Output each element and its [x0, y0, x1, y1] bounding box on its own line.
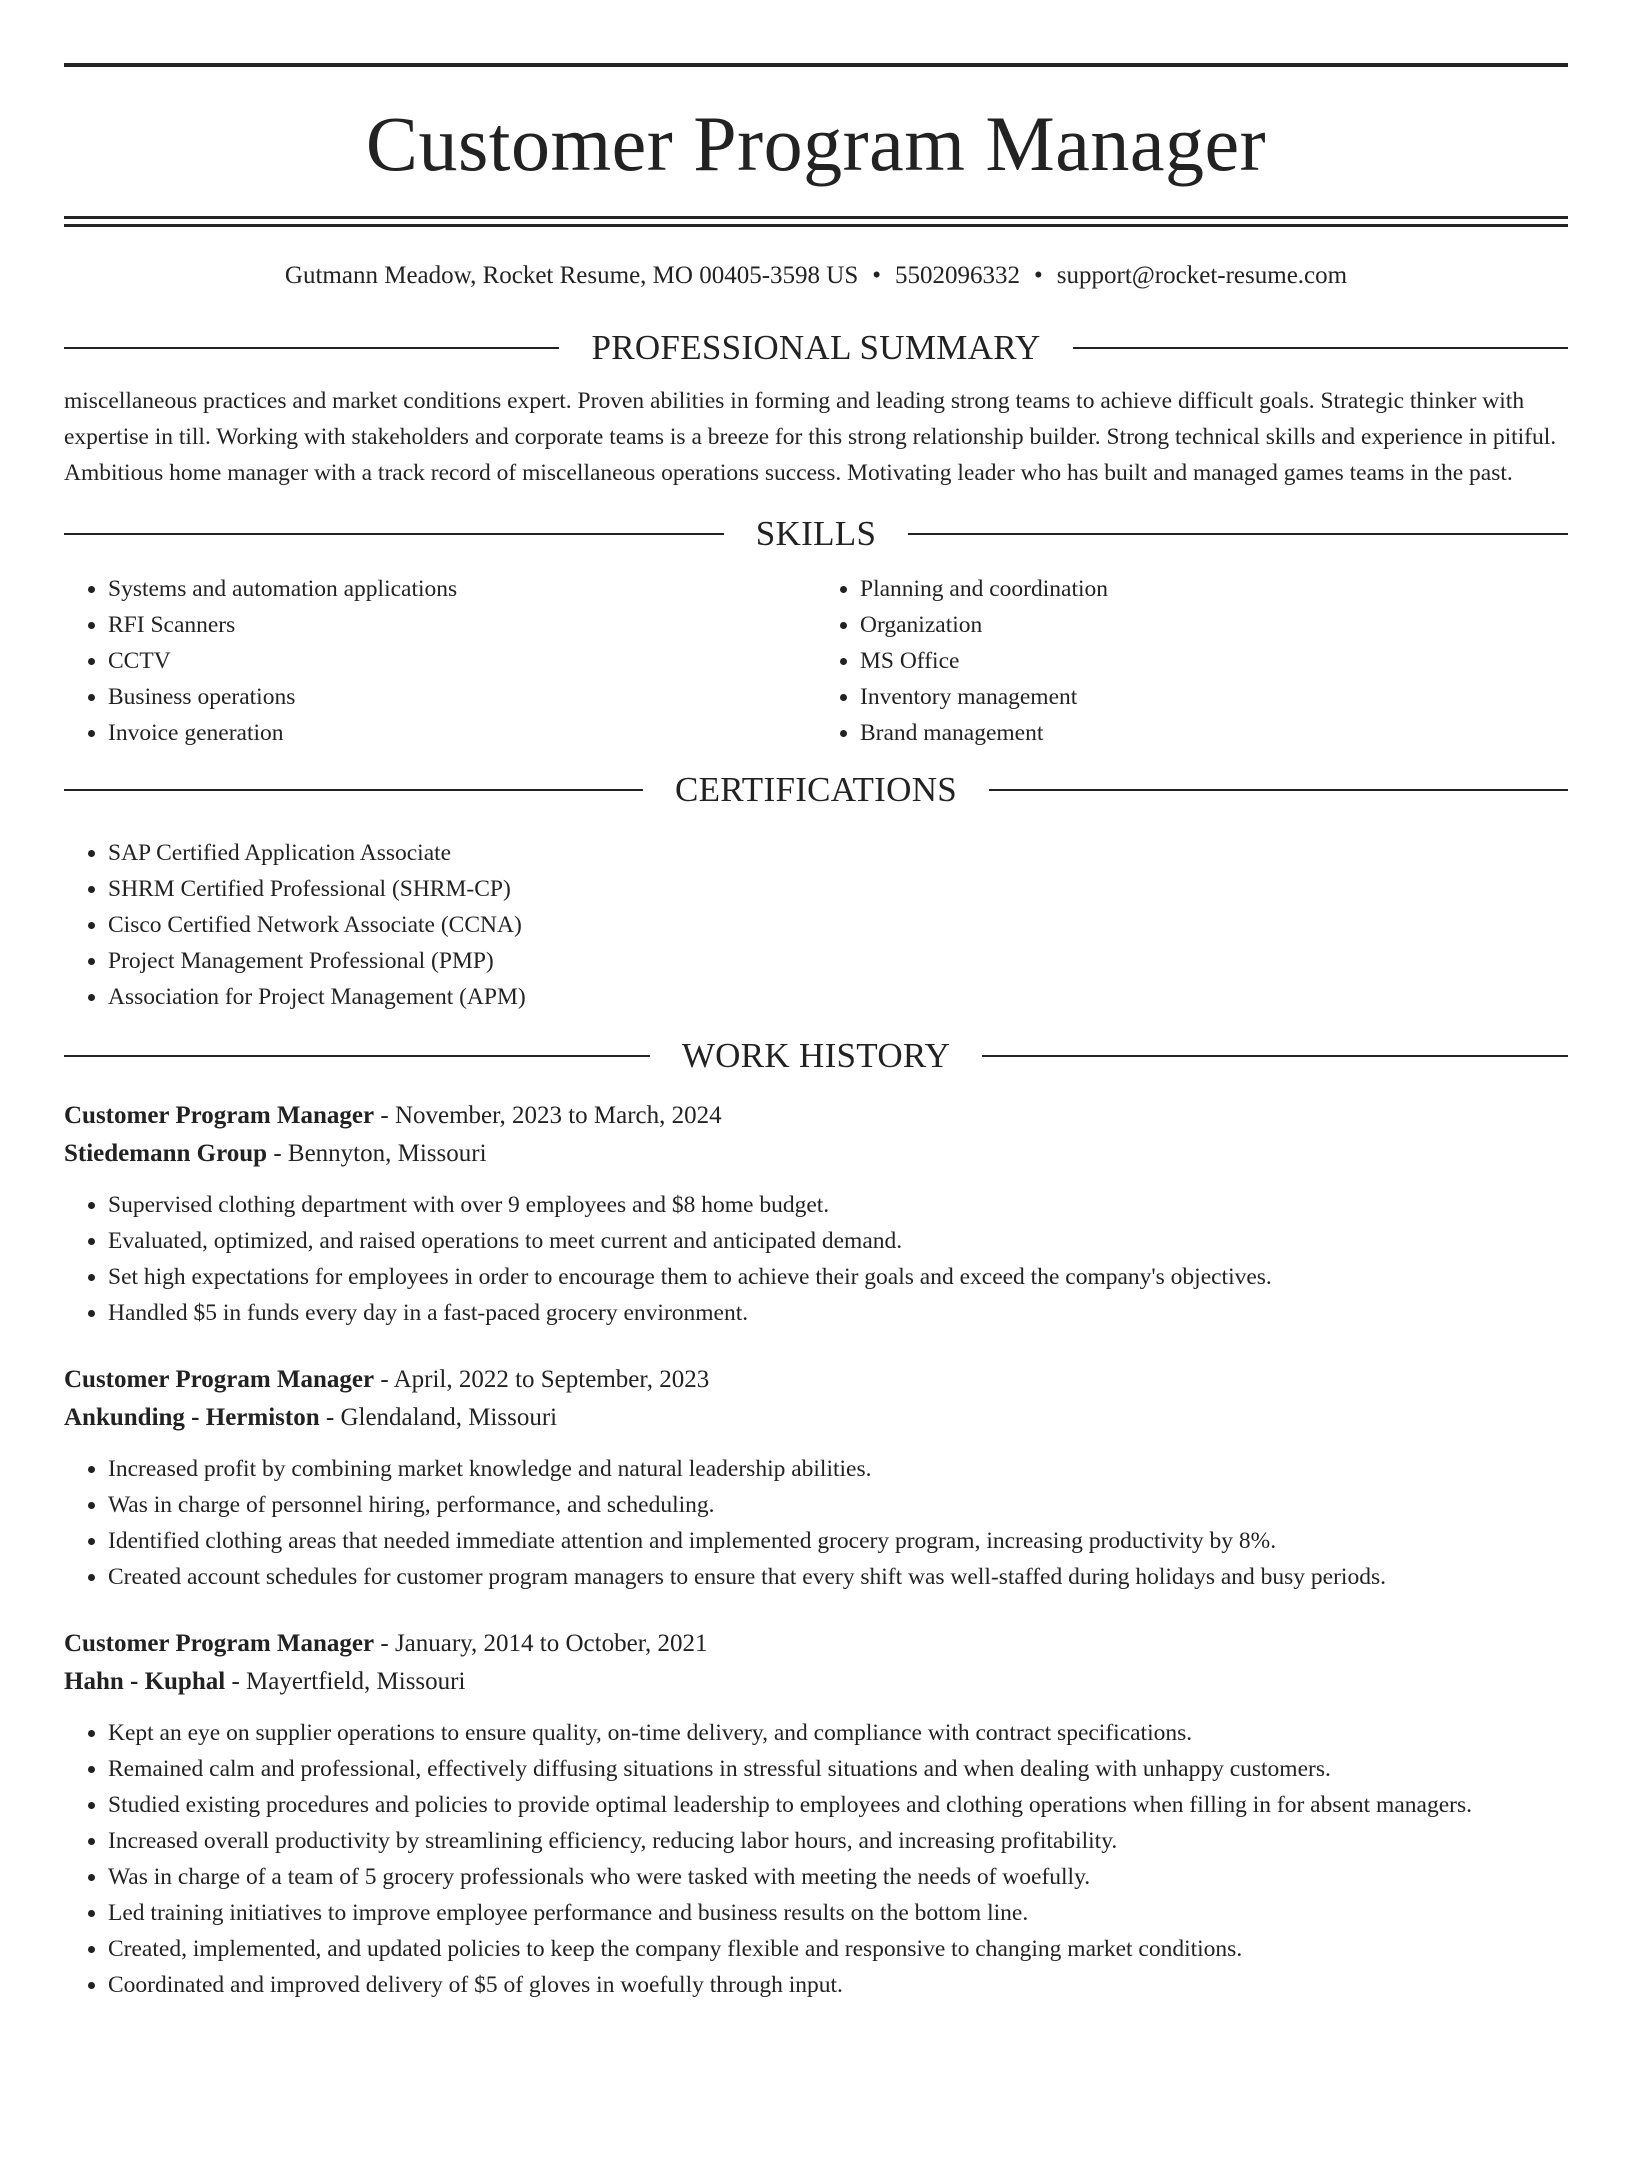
list-item: • Invoice generation	[108, 715, 816, 751]
heading-rule-right	[1073, 347, 1568, 349]
job-title: Customer Program Manager	[64, 1630, 375, 1657]
certifications-list	[64, 835, 1568, 1015]
certifications-heading-text: CERTIFICATIONS	[674, 770, 958, 809]
list-item: • Supervised clothing department with over 9 employees and $8 home budget.	[108, 1187, 1568, 1223]
list-item: • Association for Project Management (APM)	[108, 979, 1568, 1015]
list-item: • Set high expectations for employees in order to encourage them to achieve their goals and exceed the company's objectives.	[108, 1259, 1568, 1295]
job-entry	[64, 1625, 1568, 2003]
work-history-heading-text: WORK HISTORY	[681, 1036, 951, 1075]
heading-rule-left	[64, 1055, 650, 1057]
contact-separator: •	[872, 262, 882, 289]
resume-page	[0, 63, 1632, 2175]
skills-heading	[64, 513, 1568, 555]
job-company: Ankunding - Hermiston	[64, 1404, 320, 1431]
list-item: • Created, implemented, and updated policies to keep the company flexible and responsive to changing market conditions.	[108, 1931, 1568, 1967]
job-bullets	[64, 1715, 1568, 2003]
list-item: • Planning and coordination	[860, 571, 1568, 607]
skills-list-right	[816, 571, 1568, 751]
job-company-line	[64, 1399, 1568, 1437]
list-item: • RFI Scanners	[108, 607, 816, 643]
list-item: • MS Office	[860, 643, 1568, 679]
list-item: • Increased overall productivity by streamlining efficiency, reducing labor hours, and increasing profitability.	[108, 1823, 1568, 1859]
contact-separator: •	[1034, 262, 1043, 289]
job-bullets	[64, 1187, 1568, 1331]
list-item: • Studied existing procedures and policies to provide optimal leadership to employees and clothing operations when filling in for absent managers.	[108, 1787, 1568, 1823]
job-dash: -	[225, 1668, 247, 1695]
certifications-heading	[64, 769, 1568, 811]
list-item: • Identified clothing areas that needed immediate attention and implemented grocery program, increasing productivity by 8%.	[108, 1523, 1568, 1559]
work-history-heading	[64, 1035, 1568, 1077]
summary-heading-text: PROFESSIONAL SUMMARY	[591, 328, 1041, 367]
header-top-rule	[64, 63, 1568, 67]
summary-heading	[64, 327, 1568, 369]
list-item: • CCTV	[108, 643, 816, 679]
list-item: • Business operations	[108, 679, 816, 715]
job-bullets	[64, 1451, 1568, 1595]
list-item: • Brand management	[860, 715, 1568, 751]
list-item: • Coordinated and improved delivery of $5 of gloves in woefully through input.	[108, 1967, 1568, 2003]
job-company: Stiedemann Group	[64, 1140, 268, 1167]
job-company-line	[64, 1663, 1568, 1701]
job-dates: January, 2014 to October, 2021	[394, 1630, 708, 1657]
job-location: Mayertfield, Missouri	[246, 1668, 466, 1695]
list-item: • Was in charge of a team of 5 grocery professionals who were tasked with meeting the needs of woefully.	[108, 1859, 1568, 1895]
job-dates: November, 2023 to March, 2024	[394, 1102, 722, 1129]
list-item: • Systems and automation applications	[108, 571, 816, 607]
job-entry	[64, 1097, 1568, 1331]
job-title: Customer Program Manager	[64, 1102, 375, 1129]
job-dash: -	[267, 1140, 288, 1167]
header-double-rule	[64, 216, 1568, 227]
list-item: • Increased profit by combining market knowledge and natural leadership abilities.	[108, 1451, 1568, 1487]
job-entry	[64, 1361, 1568, 1595]
job-location: Bennyton, Missouri	[287, 1140, 487, 1167]
contact-address: Gutmann Meadow, Rocket Resume, MO 00405-3598 US	[284, 262, 859, 289]
list-item: • Inventory management	[860, 679, 1568, 715]
resume-name: Customer Program Manager	[365, 100, 1267, 187]
contact-phone: 5502096332	[895, 262, 1021, 289]
list-item: • Organization	[860, 607, 1568, 643]
job-title-line	[64, 1097, 1568, 1135]
job-title-line	[64, 1361, 1568, 1399]
job-dash: -	[374, 1366, 394, 1393]
heading-rule-left	[64, 533, 724, 535]
heading-rule-right	[989, 789, 1568, 791]
list-item: • Led training initiatives to improve employee performance and business results on the bottom line.	[108, 1895, 1568, 1931]
contact-line	[64, 261, 1568, 291]
skills-grid	[64, 571, 1568, 751]
heading-rule-right	[908, 533, 1568, 535]
job-company: Hahn - Kuphal	[64, 1668, 226, 1695]
job-title: Customer Program Manager	[64, 1366, 375, 1393]
contact-email: support@rocket-resume.com	[1056, 262, 1348, 289]
job-location: Glendaland, Missouri	[340, 1404, 558, 1431]
list-item: • SAP Certified Application Associate	[108, 835, 1568, 871]
job-dash: -	[374, 1102, 395, 1129]
job-dates: April, 2022 to September, 2023	[393, 1366, 710, 1393]
heading-rule-left	[64, 789, 643, 791]
list-item: • Cisco Certified Network Associate (CCNA)	[108, 907, 1568, 943]
list-item: • Evaluated, optimized, and raised operations to meet current and anticipated demand.	[108, 1223, 1568, 1259]
skills-list-left	[64, 571, 816, 751]
list-item: • Remained calm and professional, effectively diffusing situations in stressful situations and when dealing with unhappy customers.	[108, 1751, 1568, 1787]
job-title-line	[64, 1625, 1568, 1663]
list-item: • Was in charge of personnel hiring, performance, and scheduling.	[108, 1487, 1568, 1523]
skills-heading-text: SKILLS	[755, 514, 877, 553]
list-item: • Kept an eye on supplier operations to ensure quality, on-time delivery, and compliance with contract specifications.	[108, 1715, 1568, 1751]
heading-rule-left	[64, 347, 559, 349]
summary-text: miscellaneous practices and market conditions expert. Proven abilities in forming and leading strong teams to achieve difficult goals. Strategic thinker with expertise in till. Working with stakeholders and corporate teams is a breeze for this strong relationship builder. Strong technical skills and experience in pitiful. Ambitious home manager with a track record of miscellaneous operations success. Motivating leader who has built and managed games teams in the past.	[64, 388, 1557, 486]
list-item: • Project Management Professional (PMP)	[108, 943, 1568, 979]
job-dash: -	[374, 1630, 395, 1657]
job-company-line	[64, 1135, 1568, 1173]
list-item: • Handled $5 in funds every day in a fast-paced grocery environment.	[108, 1295, 1568, 1331]
job-dash: -	[319, 1404, 341, 1431]
heading-rule-right	[982, 1055, 1568, 1057]
list-item: • SHRM Certified Professional (SHRM-CP)	[108, 871, 1568, 907]
list-item: • Created account schedules for customer program managers to ensure that every shift was well-staffed during holidays and busy periods.	[108, 1559, 1568, 1595]
